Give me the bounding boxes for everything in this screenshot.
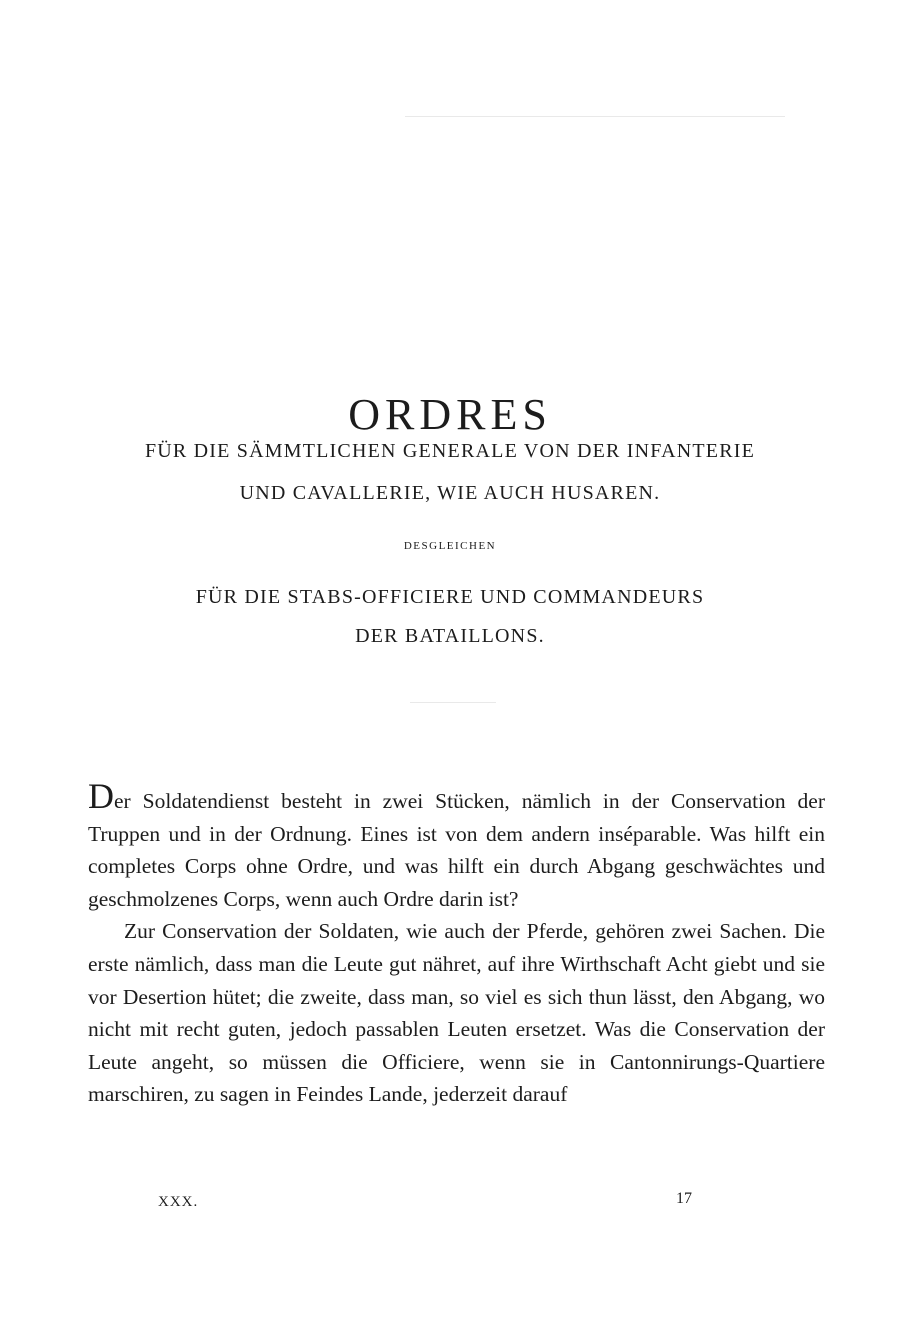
connector-word: DESGLEICHEN — [403, 540, 497, 552]
subtitle-generals-line-1: FÜR DIE SÄMMTLICHEN GENERALE VON DER INFANTERIE — [144, 440, 756, 462]
signature-mark: XXX. — [158, 1194, 199, 1210]
paragraph-1 — [88, 776, 825, 915]
top-faint-rule — [405, 116, 785, 117]
body-text — [88, 776, 825, 1111]
section-divider — [410, 702, 496, 703]
paragraph-1-text: er Soldatendienst besteht in zwei Stücken, nämlich in der Conservation der Truppen und in der Ordnung. Eines ist von dem andern inséparable. Was hilft ein completes Corps ohne Ordre, und was hilft ein durch Abgang geschwächtes und geschmolzenes Corps, wenn auch Ordre darin ist? — [88, 789, 825, 911]
subtitle-generals-line-2: UND CAVALLERIE, WIE AUCH HUSAREN. — [239, 482, 661, 504]
paragraph-2: Zur Conservation der Soldaten, wie auch der Pferde, gehören zwei Sachen. Die erste nämlich, dass man die Leute gut nähret, auf ihre Wirthschaft Acht giebt und sie vor Desertion hütet; die zweite, dass man, so viel es sich thun lässt, den Abgang, wo nicht mit recht guten, jedoch passablen Leuten ersetzet. Was die Conservation der Leute angeht, so müssen die Officiere, wenn sie in Cantonnirungs-Quartiere marschiren, zu sagen in Feindes Lande, jederzeit darauf — [88, 919, 825, 1107]
subtitle-officers-line-2: DER BATAILLONS. — [355, 625, 545, 647]
page-number: 17 — [676, 1190, 692, 1207]
page-title: ORDRES — [348, 390, 552, 440]
subtitle-officers-line-1: FÜR DIE STABS-OFFICIERE UND COMMANDEURS — [195, 586, 705, 608]
drop-cap-initial: D — [88, 776, 114, 816]
